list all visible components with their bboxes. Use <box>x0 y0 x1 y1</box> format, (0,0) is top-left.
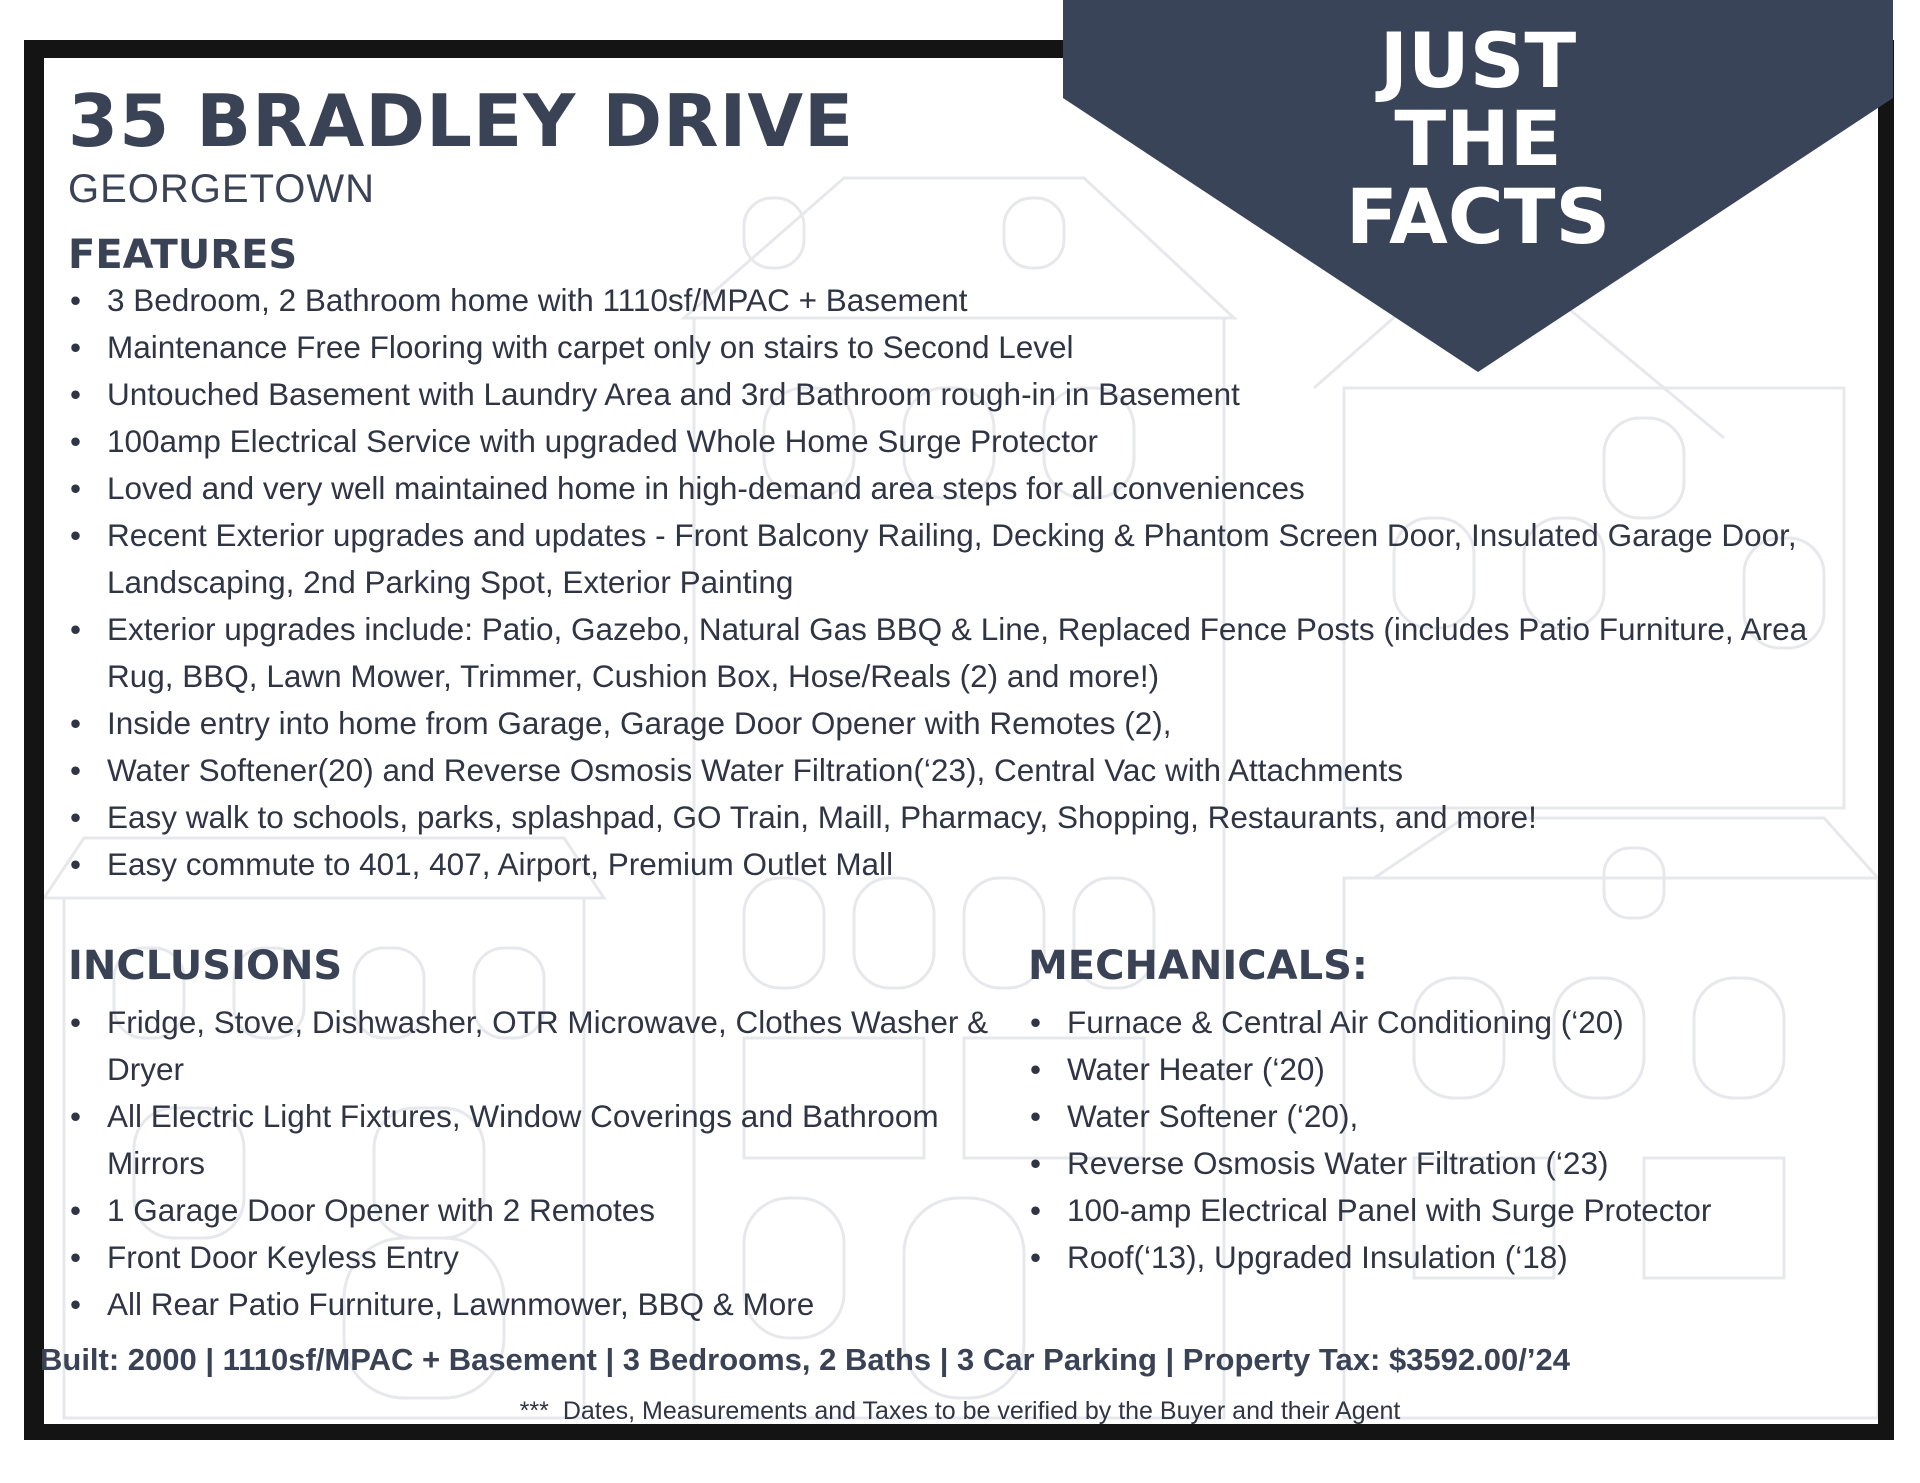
feature-item-9: • Water Softener(20) and Reverse Osmosis Water Filtration(‘23), Central Vac with Attachments <box>68 747 1848 794</box>
feature-item-6: • Recent Exterior upgrades and updates - Front Balcony Railing, Decking & Phantom Screen Door, Insulated Garage Door, Landscaping, 2nd Parking Spot, Exterior Painting <box>68 512 1848 606</box>
disclaimer-text: Dates, Measurements and Taxes to be verified by the Buyer and their Agent <box>562 1397 1401 1425</box>
banner-line-2: THE <box>1394 94 1562 183</box>
inclusion-item-3: • 1 Garage Door Opener with 2 Remotes <box>68 1187 1003 1234</box>
banner-line-1: JUST <box>1379 16 1577 105</box>
disclaimer <box>0 1394 1920 1428</box>
mechanicals-list <box>1028 999 1888 1281</box>
features-list <box>68 277 1848 888</box>
inclusions-list <box>68 999 1003 1328</box>
mechanical-item-1: • Furnace & Central Air Conditioning (‘20) <box>1028 999 1888 1046</box>
inclusions-heading: INCLUSIONS <box>68 943 343 989</box>
mechanical-item-5: • 100-amp Electrical Panel with Surge Protector <box>1028 1187 1888 1234</box>
property-summary: Built: 2000 | 1110sf/MPAC + Basement | 3 Bedrooms, 2 Baths | 3 Car Parking | Property Tax: $3592.00/’24 <box>40 1342 1570 1377</box>
mechanical-item-2: • Water Heater (‘20) <box>1028 1046 1888 1093</box>
feature-item-8: • Inside entry into home from Garage, Garage Door Opener with Remotes (2), <box>68 700 1848 747</box>
inclusion-item-2: • All Electric Light Fixtures, Window Coverings and Bathroom Mirrors <box>68 1093 1003 1187</box>
feature-item-7: • Exterior upgrades include: Patio, Gazebo, Natural Gas BBQ & Line, Replaced Fence Posts (includes Patio Furniture, Area Rug, BBQ, Lawn Mower, Trimmer, Cushion Box, Hose/Reals (2) and more!) <box>68 606 1848 700</box>
disclaimer-stars: *** <box>519 1397 549 1425</box>
inclusion-item-1: • Fridge, Stove, Dishwasher, OTR Microwave, Clothes Washer & Dryer <box>68 999 1003 1093</box>
features-heading: FEATURES <box>68 232 298 278</box>
feature-item-5: • Loved and very well maintained home in high-demand area steps for all conveniences <box>68 465 1848 512</box>
mechanicals-heading: MECHANICALS: <box>1028 943 1368 989</box>
inclusion-item-5: • All Rear Patio Furniture, Lawnmower, BBQ & More <box>68 1281 1003 1328</box>
feature-item-11: • Easy commute to 401, 407, Airport, Premium Outlet Mall <box>68 841 1848 888</box>
mechanical-item-6: • Roof(‘13), Upgraded Insulation (‘18) <box>1028 1234 1888 1281</box>
property-address: 35 BRADLEY DRIVE <box>68 79 855 163</box>
feature-item-3: • Untouched Basement with Laundry Area and 3rd Bathroom rough-in in Basement <box>68 371 1848 418</box>
mechanical-item-4: • Reverse Osmosis Water Filtration (‘23) <box>1028 1140 1888 1187</box>
banner-text <box>1283 16 1673 261</box>
feature-item-10: • Easy walk to schools, parks, splashpad, GO Train, Maill, Pharmacy, Shopping, Restaurants, and more! <box>68 794 1848 841</box>
banner-line-3: FACTS <box>1345 172 1611 261</box>
feature-item-4: • 100amp Electrical Service with upgraded Whole Home Surge Protector <box>68 418 1848 465</box>
feature-item-1: • 3 Bedroom, 2 Bathroom home with 1110sf/MPAC + Basement <box>68 277 1848 324</box>
property-city: GEORGETOWN <box>68 167 376 211</box>
inclusion-item-4: • Front Door Keyless Entry <box>68 1234 1003 1281</box>
mechanical-item-3: • Water Softener (‘20), <box>1028 1093 1888 1140</box>
feature-item-2: • Maintenance Free Flooring with carpet only on stairs to Second Level <box>68 324 1848 371</box>
